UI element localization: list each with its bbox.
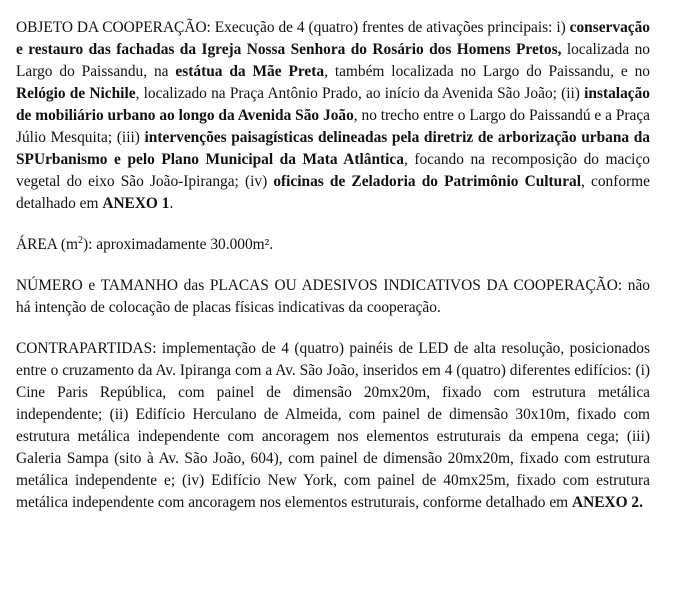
objeto-bold-mobiliario: instalação de mobiliário urbano ao longo da Avenida São João: [16, 85, 650, 124]
objeto-bold-oficinas: oficinas de Zeladoria do Patrimônio Cultural: [273, 173, 582, 190]
area-paragraph: [16, 234, 650, 256]
objeto-bold-igreja: conservação e restauro das fachadas da Igreja Nossa Senhora do Rosário dos Homens Pretos,: [16, 19, 650, 58]
document-body: [16, 17, 650, 514]
contrapartidas-paragraph: [16, 338, 650, 514]
objeto-bold-relogio: Relógio de Nichile: [16, 85, 136, 102]
area-suffix: ): aproximadamente 30.000m².: [83, 236, 274, 253]
contrapartidas-anexo: ANEXO 2.: [572, 494, 643, 511]
objeto-text: localizada no Largo do Paissandu, na: [16, 41, 650, 80]
objeto-text: , também localizada no Largo do Paissandu, e no: [324, 63, 650, 80]
placas-paragraph: [16, 275, 650, 319]
objeto-text: , conforme detalhado em: [16, 173, 650, 212]
objeto-bold-estatua: estátua da Mãe Preta: [175, 63, 325, 80]
objeto-text: .: [169, 195, 174, 212]
objeto-text: , focando na recomposição do maciço vegetal do eixo São João-Ipiranga; (iv): [16, 151, 650, 190]
objeto-text: , localizado na Praça Antônio Prado, ao início da Avenida São João; (ii): [135, 85, 585, 102]
objeto-bold-anexo: ANEXO 1: [102, 195, 170, 212]
objeto-bold-paisagismo: intervenções paisagísticas delineadas pela diretriz de arborização urbana da SPUrbanismo e pelo Plano Municipal da Mata Atlântica: [16, 129, 651, 168]
placas-text: NÚMERO e TAMANHO das PLACAS OU ADESIVOS INDICATIVOS DA COOPERAÇÃO: não há intenção de colocação de placas físicas indicativas da cooperação.: [16, 277, 650, 316]
contrapartidas-text: CONTRAPARTIDAS: implementação de 4 (quatro) painéis de LED de alta resolução, posicionados entre o cruzamento da Av. Ipiranga com a Av. São João, inseridos em 4 (quatro) diferentes edifícios: (i) Cine Paris República, com painel de dimensão 20mx20m, fixado com estrutura metálica independente; (ii) Edifício Herculano de Almeida, com painel de dimensão 30x10m, fixado com estrutura metálica independente com ancoragem nos elementos estruturais da empena cega; (iii) Galeria Sampa (sito à Av. São João, 604), com painel de dimensão 20mx20m, fixado com estrutura metálica independente e; (iv) Edifício New York, com painel de 40mx25m, fixado com estrutura metálica independente com ancoragem nos elementos estruturais, conforme detalhado em: [16, 340, 650, 511]
objeto-paragraph: [16, 17, 650, 215]
objeto-text: , no trecho entre o Largo do Paissandú e a Praça Júlio Mesquita; (iii): [16, 107, 650, 146]
area-prefix: ÁREA (m: [16, 236, 78, 253]
objeto-text: OBJETO DA COOPERAÇÃO: Execução de 4 (quatro) frentes de ativações principais: i): [16, 19, 570, 36]
area-superscript: 2: [78, 234, 83, 246]
